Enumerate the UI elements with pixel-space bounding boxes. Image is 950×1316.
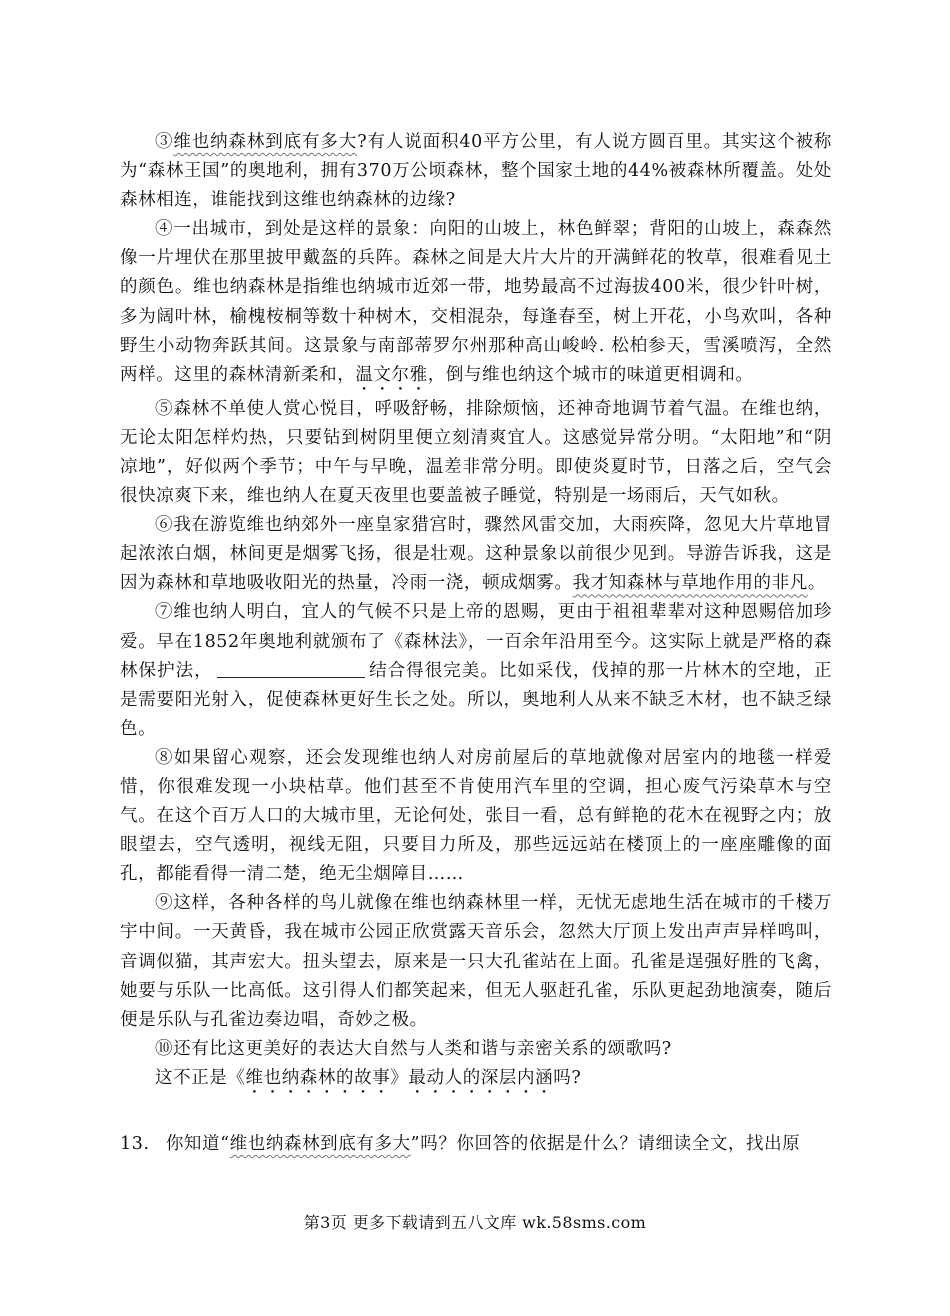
text-run: 还有比这更美好的表达大自然与人类和谐与亲密关系的颂歌吗? (173, 1038, 672, 1059)
paragraph (120, 511, 832, 598)
fill-in-blank (217, 659, 365, 678)
text-run: ，倒与维也纳这个城市的味道更相调和。 (427, 364, 754, 385)
text-run: 如果留心观察，还会发现维也纳人对房前屋后的草地就像对居室内的地毯一样爱惜，你很难发现一小块枯草。他们甚至不肯使用汽车里的空调，担心废气污染草木与空气。在这个百万人口的大城市里，无论何处，张目一看，总有鲜艳的花木在视野之内；放眼望去，空气透明，视线无阻，只要目力所及，那些远远站在楼顶上的一座座雕像的面孔，都能看得一清二楚，绝无尘烟障目…… (120, 747, 832, 885)
dotted-emphasis-text: 温文尔雅 (355, 364, 428, 385)
paragraph (120, 395, 832, 511)
paragraph-number: ⑥ (155, 515, 174, 536)
dotted-emphasis-text: 《维也纳森林的故事》最动人的深层内涵 (227, 1067, 554, 1088)
text-run: 吗? (553, 1067, 582, 1088)
paragraph (120, 128, 832, 215)
question-number: 13. (120, 1134, 150, 1154)
text-run: 结合得很完美。比如采伐，伐掉的那一片林木的空地，正是需要阳光射入，促使森林更好生长之处。所以，奥地利人从来不缺乏木材，也不缺乏绿色。 (120, 660, 833, 739)
paragraph (120, 889, 832, 1034)
text-run: 。 (807, 573, 826, 594)
paragraph (120, 744, 832, 889)
wavy-underlined-text: 维也纳森林到底有多大 (229, 1134, 411, 1154)
paragraph-number: ⑧ (155, 747, 174, 768)
paragraph-number: ③ (155, 132, 174, 152)
text-run: 一出城市，到处是这样的景象：向阳的山坡上，林色鲜翠；背阳的山坡上，森森然像一片埋伏在那里披甲戴盔的兵阵。森林之间是大片大片的开满鲜花的牧草，很难看见土的颜色。维也纳森林是指维也纳城市近郊一带，地势最高不过海拔400米，很少针叶树，多为阔叶林，榆槐桉桐等数十种树木，交相混杂，每逢春至，树上开花，小鸟欢叫，各种野生小动物奔跃其间。这景象与南部蒂罗尔州那种高山峻岭. 松柏参天，雪溪喷泻，全然两样。这里的森林清新柔和， (120, 219, 832, 385)
text-run: 这样，各种各样的鸟儿就像在维也纳森林里一样，无忧无虑地生活在城市的千楼万宇中间。一天黄昏，我在城市公园正欣赏露天音乐会，忽然大厅顶上发出声声异样鸣叫，音调似猫，其声宏大。扭头望去，原来是一只大孔雀站在上面。孔雀是逞强好胜的飞禽，她要与乐队一比高低。这引得人们都笑起来，但无人驱赶孔雀，乐队更起劲地演奏，随后便是乐队与孔雀边奏边唱，奇妙之极。 (120, 893, 832, 1030)
paragraph (120, 1035, 832, 1064)
paragraph-number: ④ (155, 219, 174, 240)
question-text (166, 1134, 801, 1154)
paragraph-number: ⑦ (155, 602, 174, 623)
text-run: 你知道“ (165, 1134, 230, 1154)
text-run: 森林不单使人赏心悦目，呼吸舒畅，排除烦恼，还神奇地调节着气温。在维也纳，无论太阳怎样灼热，只要钻到树阴里便立刻清爽宜人。这感觉异常分明。“太阳地”和“阴凉地”，好似两个季节；中午与早晚，温差非常分明。即使炎夏时节，日落之后，空气会很快凉爽下来，维也纳人在夏天夜里也要盖被子睡觉，特别是一场雨后，天气如秋。 (120, 398, 832, 507)
text-run: ”吗？你回答的依据是什么？请细读全文，找出原 (410, 1134, 801, 1154)
closing-line (120, 1064, 832, 1098)
page-footer: 第3页 更多下载请到五八文库 wk.58sms.com (303, 1213, 647, 1232)
text-run: 维也纳人明白，宜人的气候不只是上帝的恩赐，更由于祖祖辈辈对这种恩赐倍加珍爱。早在1852年奥地利就颁布了《森林法》，一百余年沿用至今。这实际上就是严格的森林保护法， (120, 602, 832, 681)
text-run: ?有人说面积40平方公里，有人说方圆百里。其实这个被称为“森林王国”的奥地利，拥有370万公顷森林，整个国家土地的44%被森林所覆盖。处处森林相连，谁能找到这维也纳森林的边缘? (120, 132, 833, 211)
paragraph-number: ⑤ (155, 398, 174, 419)
wavy-underlined-text: 维也纳森林到底有多大 (173, 132, 358, 152)
paragraph-number: ⑨ (155, 893, 174, 914)
paragraph (120, 598, 832, 743)
question-13 (120, 1130, 832, 1159)
paragraph-number: ⑩ (155, 1038, 174, 1059)
article-body (120, 128, 832, 1098)
text-run: 这不正是 (155, 1067, 228, 1088)
text-run: 我在游览维也纳郊外一座皇家猎宫时，骤然风雷交加，大雨疾降，忽见大片草地冒起浓浓白烟，林间更是烟雾飞扬，很是壮观。这种景象以前很少见到。导游告诉我，这是因为森林和草地吸收阳光的热量，冷雨一浇，顿成烟雾。 (120, 515, 832, 594)
wavy-underlined-text: 我才知森林与草地作用的非凡 (572, 573, 808, 594)
paragraph (120, 215, 832, 394)
